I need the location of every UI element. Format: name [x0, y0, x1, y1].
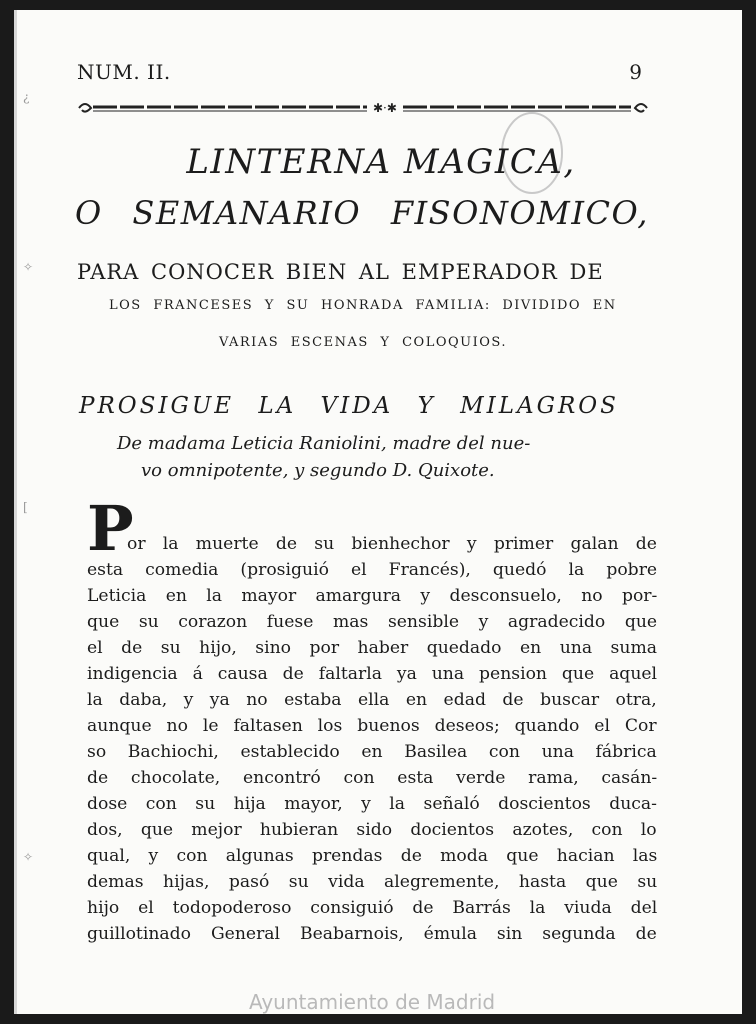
body-line: la daba, y ya no estaba ella en edad de buscar otra, [87, 690, 657, 710]
section-heading: PROSIGUE LA VIDA Y MILAGROS [79, 393, 619, 419]
body-line: guillotinado General Beabarnois, émula sin segunda de [87, 924, 657, 944]
body-line: dos, que mejor hubieran sido docientos azotes, con lo [87, 820, 657, 840]
section-subtitle-2: vo omnipotente, y segundo D. Quixote. [141, 460, 495, 481]
page-binding-mark: [ [23, 500, 28, 514]
body-line: de chocolate, encontró con esta verde rama, casán- [87, 768, 658, 788]
title-line-1: LINTERNA MAGICA, [186, 142, 576, 182]
body-line: hijo el todopoderoso consiguió de Barrás la viuda del [87, 898, 658, 918]
body-line: aunque no le faltasen los buenos deseos; quando el Cor [87, 716, 657, 736]
title-line-3: PARA CONOCER BIEN AL EMPERADOR DE [77, 260, 604, 284]
body-line: so Bachiochi, establecido en Basilea con una fábrica [87, 742, 657, 762]
title-line-2: O SEMANARIO FISONOMICO, [75, 194, 649, 232]
section-subtitle-1: De madama Leticia Raniolini, madre del nue- [117, 433, 531, 454]
body-line: dose con su hija mayor, y la señaló doscientos duca- [87, 794, 657, 814]
watermark: Ayuntamiento de Madrid [249, 990, 496, 1014]
page-binding-mark: ✧ [23, 850, 34, 864]
issue-number: NUM. II. [77, 60, 171, 84]
body-line: esta comedia (prosiguió el Francés), quedó la pobre [87, 560, 658, 580]
drop-cap: P [87, 492, 134, 565]
svg-text:✱·✱: ✱·✱ [373, 101, 397, 115]
book-page [14, 10, 742, 1014]
title-line-5: VARIAS ESCENAS Y COLOQUIOS. [219, 335, 507, 350]
body-line: indigencia á causa de faltarla ya una pension que aquel [87, 664, 658, 684]
page-binding-mark: ¿ [23, 90, 30, 104]
page-number: 9 [629, 60, 642, 84]
page-binding-mark: ✧ [23, 260, 34, 274]
title-line-4: LOS FRANCESES Y SU HONRADA FAMILIA: DIVIDIDO EN [109, 298, 617, 313]
body-line: que su corazon fuese mas sensible y agradecido que [87, 612, 658, 632]
body-line: el de su hijo, sino por haber quedado en una suma [87, 638, 657, 658]
body-line: demas hijas, pasó su vida alegremente, hasta que su [87, 872, 658, 892]
body-line: Leticia en la mayor amargura y desconsuelo, no por- [87, 586, 658, 606]
body-line: or la muerte de su bienhechor y primer galan de [127, 534, 657, 554]
body-line: qual, y con algunas prendas de moda que hacian las [87, 846, 658, 866]
